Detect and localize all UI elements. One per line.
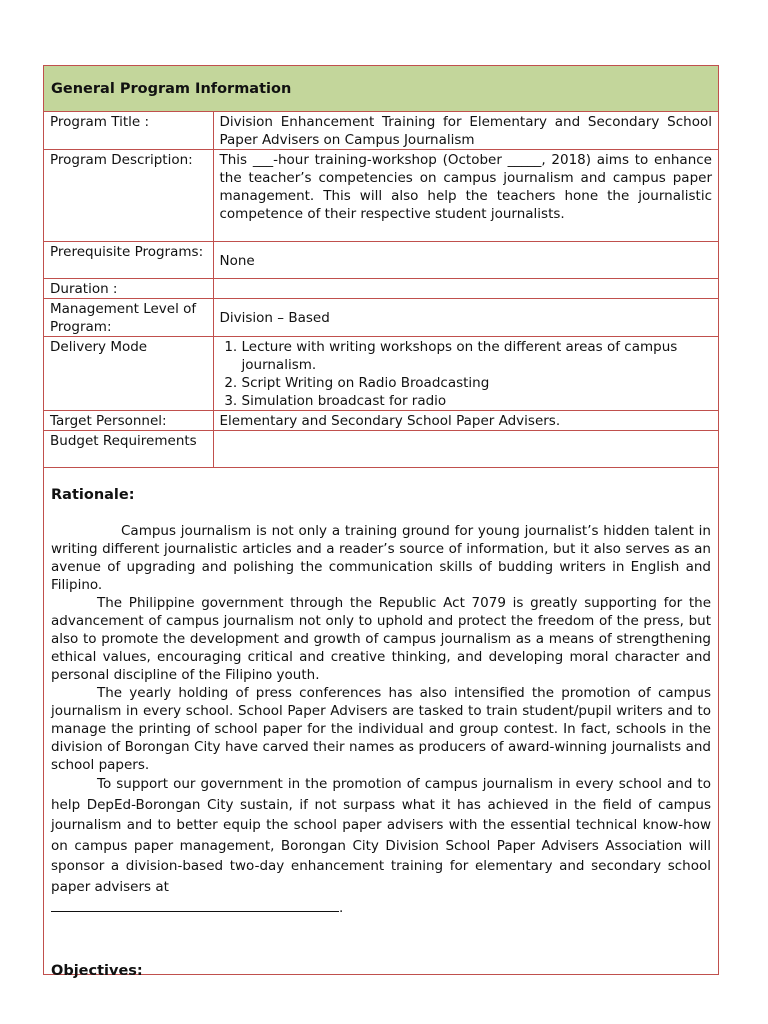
venue-end-mark: . (339, 899, 344, 916)
delivery-value (213, 337, 718, 411)
target-label: Target Personnel: (44, 411, 213, 431)
program-description-value: This ___-hour training-workshop (October _____, 2018) aims to enhance the teacher’s competencies on campus journalism and campus paper management. This will also help the teachers hone the journalistic competence of their respective student journalists. (213, 150, 718, 242)
delivery-item: 3. Simulation broadcast for radio (242, 392, 713, 410)
program-description-label: Program Description: (44, 150, 213, 242)
delivery-list (220, 338, 713, 410)
duration-value (213, 279, 718, 299)
row-target-personnel (44, 411, 718, 431)
delivery-item: 2. Script Writing on Radio Broadcasting (242, 374, 713, 392)
rationale-section (44, 486, 718, 980)
row-duration (44, 279, 718, 299)
delivery-label: Delivery Mode (44, 337, 213, 411)
target-value: Elementary and Secondary School Paper Advisers. (213, 411, 718, 431)
rationale-paragraph-text: To support our government in the promotion of campus journalism in every school and to help DepEd-Borongan City sustain, if not surpass what it has achieved in the field of campus journalism and to better equip the school paper advisers with the essential technical know-how on campus paper management, Borongan City Division School Paper Advisers Association will sponsor a division-based two-day enhancement training for elementary and secondary school paper advisers at (51, 776, 711, 895)
delivery-item: 1. Lecture with writing workshops on the different areas of campus journalism. (242, 338, 713, 374)
row-program-title (44, 112, 718, 150)
program-title-value: Division Enhancement Training for Elementary and Secondary School Paper Advisers on Campus Journalism (213, 112, 718, 150)
management-label: Management Level of Program: (44, 299, 213, 337)
management-value: Division – Based (213, 299, 718, 337)
rationale-paragraph (51, 774, 711, 898)
row-delivery-mode (44, 337, 718, 411)
section-title: General Program Information (51, 80, 292, 97)
prerequisite-label: Prerequisite Programs: (44, 242, 213, 279)
venue-blank (51, 899, 339, 912)
objectives-heading: Objectives: (51, 962, 143, 979)
venue-line (51, 898, 711, 918)
program-info-form (43, 65, 719, 979)
prerequisite-value: None (213, 242, 718, 279)
rationale-paragraph: The yearly holding of press conferences has also intensified the promotion of campus journalism in every school. School Paper Advisers are tasked to train student/pupil writers and to manage the printing of school paper for the individual and group contest. In fact, schools in the division of Borongan City have carved their names as producers of award-winning journalists and school papers. (51, 685, 711, 773)
rationale-paragraph: The Philippine government through the Republic Act 7079 is greatly supporting for the advancement of campus journalism not only to uphold and protect the freedom of the press, but also to promote the development and growth of campus journalism as a means of strengthening ethical values, encouraging critical and creative thinking, and developing moral character and personal discipline of the Filipino youth. (51, 595, 711, 683)
rationale-paragraph: Campus journalism is not only a training ground for young journalist’s hidden talent in writing different journalistic articles and a reader’s source of information, but it also serves as an avenue of upgrading and polishing the communication skills of budding writers in English and Filipino. (51, 523, 711, 593)
row-prerequisite (44, 242, 718, 279)
program-title-label: Program Title : (44, 112, 213, 150)
duration-label: Duration : (44, 279, 213, 299)
row-program-description (44, 150, 718, 242)
program-info-table (44, 112, 718, 468)
budget-label: Budget Requirements (44, 431, 213, 468)
section-header (44, 66, 718, 112)
row-budget (44, 431, 718, 468)
budget-value (213, 431, 718, 468)
row-management-level (44, 299, 718, 337)
rationale-heading: Rationale: (51, 487, 135, 503)
